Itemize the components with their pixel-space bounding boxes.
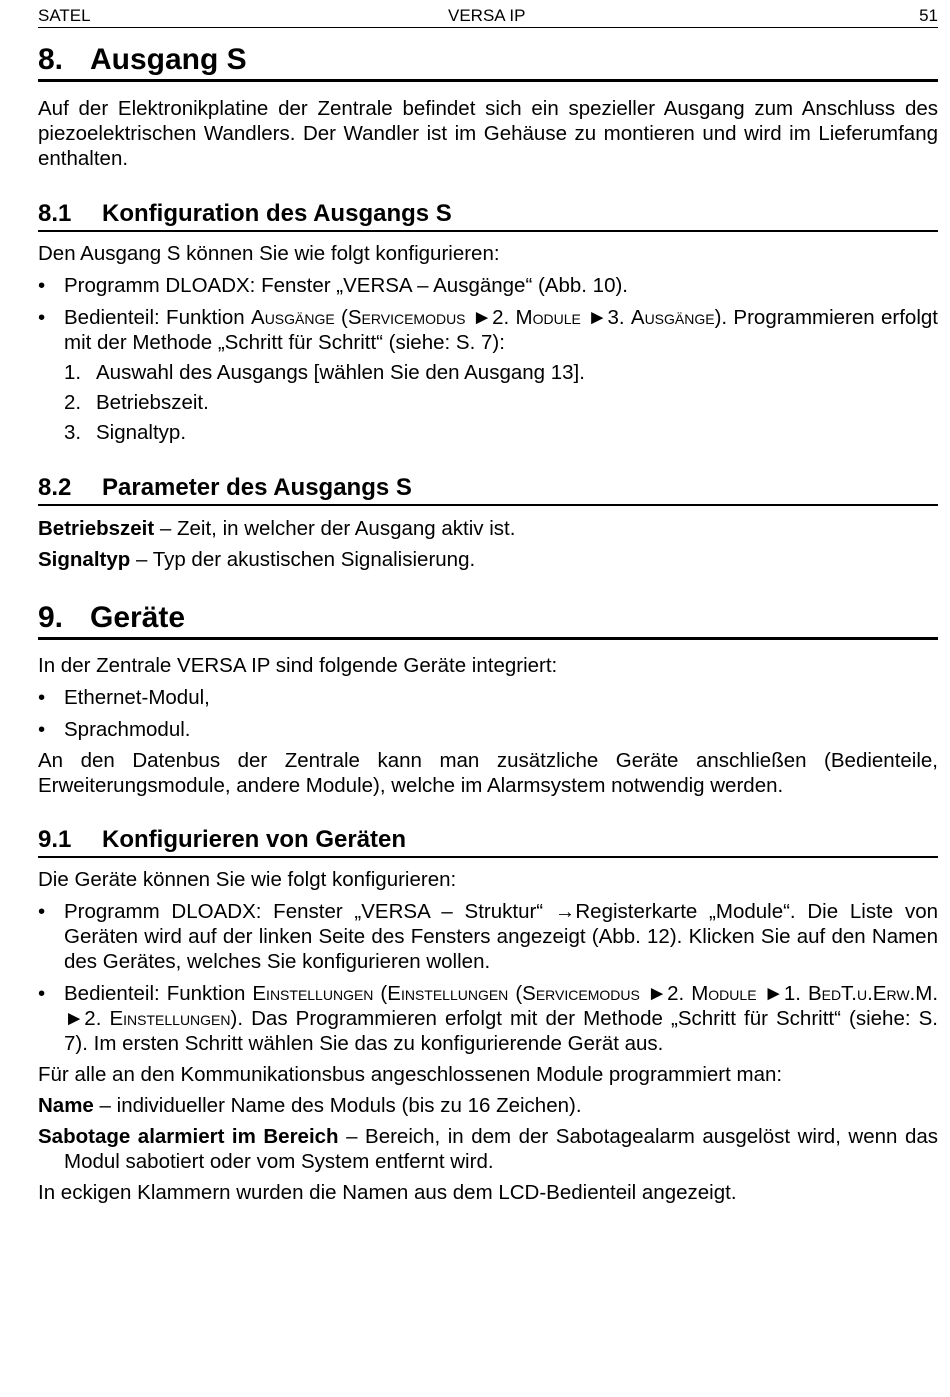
menu-name: BedT.u.Erw.M.	[807, 982, 939, 1005]
parameter-desc: – Bereich, in dem der Sabotagealarm ausgelöst wird, wenn das Modul sabotiert oder vom System entfernt wird.	[64, 1125, 938, 1173]
parameter-desc: – Typ der akustischen Signalisierung.	[130, 548, 476, 571]
section-number: 9.1	[38, 826, 72, 853]
menu-name: Ausgänge	[251, 306, 335, 329]
section-title: Geräte	[90, 601, 186, 634]
text-run: Bedienteil: Funktion	[64, 306, 252, 329]
bullet-dot: •	[38, 686, 46, 709]
menu-name: Module	[691, 982, 757, 1005]
parameter-term: Betriebszeit	[38, 517, 155, 540]
parameter-desc: – individueller Name des Moduls (bis zu 16 Zeichen).	[93, 1094, 582, 1117]
parameter-signaltyp	[38, 547, 938, 572]
list-item	[38, 899, 938, 974]
parameter-term: Name	[38, 1094, 94, 1117]
section-number: 8.2	[38, 474, 72, 501]
list-item	[38, 273, 938, 298]
step-number: 1.	[64, 361, 82, 384]
section-9-1-note: In eckigen Klammern wurden die Namen aus dem LCD-Bedienteil angezeigt.	[38, 1181, 737, 1204]
section-title: Parameter des Ausgangs S	[102, 474, 412, 501]
section-8-1-lead: Den Ausgang S können Sie wie folgt konfigurieren:	[38, 242, 500, 265]
section-8-heading	[38, 42, 938, 82]
menu-name: Ausgänge	[630, 306, 715, 329]
parameter-term: Sabotage alarmiert im Bereich	[38, 1125, 339, 1148]
section-9-1-heading	[38, 825, 938, 858]
list-item-text: Sprachmodul.	[64, 718, 191, 741]
parameter-term: Signaltyp	[38, 548, 131, 571]
numbered-step	[38, 390, 938, 415]
text-run: ►2.	[639, 982, 692, 1005]
section-9-lead: In der Zentrale VERSA IP sind folgende Geräte integriert:	[38, 654, 558, 677]
section-number: 9.	[38, 601, 64, 634]
list-item	[38, 981, 938, 1056]
text-run: ). Programmieren erfolgt mit der Methode „Schritt für Schritt“ (siehe: S. 7):	[64, 306, 938, 354]
menu-name: Einstellungen	[109, 1007, 231, 1030]
page-header	[38, 0, 938, 28]
section-number: 8.	[38, 43, 64, 76]
section-9-paragraph: An den Datenbus der Zentrale kann man zusätzliche Geräte anschließen (Bedienteile, Erweiterungsmodule, andere Module), welche im Alarmsystem notwendig werden.	[38, 749, 938, 797]
bullet-dot: •	[38, 900, 46, 923]
step-number: 2.	[64, 391, 82, 414]
list-item	[38, 685, 938, 710]
step-text: Betriebszeit.	[96, 391, 209, 414]
menu-name: Module	[515, 306, 581, 329]
bullet-dot: •	[38, 306, 46, 329]
numbered-step	[38, 420, 938, 445]
section-8-2-heading	[38, 473, 938, 506]
list-item	[38, 717, 938, 742]
header-brand: SATEL	[38, 6, 91, 25]
section-number: 8.1	[38, 200, 72, 227]
text-run: (	[334, 306, 348, 329]
bullet-dot: •	[38, 274, 46, 297]
step-text: Auswahl des Ausgangs [wählen Sie den Ausgang 13].	[96, 361, 585, 384]
section-title: Konfigurieren von Geräten	[102, 826, 407, 853]
section-9-heading	[38, 600, 938, 640]
parameter-sabotage	[38, 1124, 938, 1174]
menu-name: Servicemodus	[347, 306, 466, 329]
step-text: Signaltyp.	[96, 421, 187, 444]
text-run: ). Das Programmieren erfolgt mit der Methode „Schritt für Schritt“ (siehe: S. 7). Im ersten Schritt wählen Sie das zu konfigurierende Gerät aus.	[64, 1007, 938, 1055]
section-9-1-lead: Die Geräte können Sie wie folgt konfigurieren:	[38, 868, 457, 891]
menu-name: Einstellungen	[387, 982, 509, 1005]
header-product: VERSA IP	[448, 6, 526, 25]
text-run: ►3.	[580, 306, 631, 329]
text-run: ►2.	[465, 306, 516, 329]
menu-name: Einstellungen	[252, 982, 374, 1005]
section-title: Konfiguration des Ausgangs S	[102, 200, 452, 227]
step-number: 3.	[64, 421, 82, 444]
menu-name: Servicemodus	[522, 982, 640, 1005]
text-run: ►1.	[756, 982, 808, 1005]
list-item-text: Ethernet-Modul,	[64, 686, 210, 709]
document-page	[38, 0, 938, 1205]
section-8-intro: Auf der Elektronikplatine der Zentrale befindet sich ein spezieller Ausgang zum Anschluss des piezoelektrischen Wandlers. Der Wandler ist im Gehäuse zu montieren und wird im Lieferumfang enthalten.	[38, 97, 938, 170]
section-8-1-heading	[38, 199, 938, 232]
parameter-betriebszeit	[38, 516, 938, 541]
bullet-dot: •	[38, 718, 46, 741]
list-item	[38, 305, 938, 355]
parameter-name	[38, 1093, 938, 1118]
list-item-text: Programm DLOADX: Fenster „VERSA – Ausgänge“ (Abb. 10).	[64, 274, 628, 297]
parameter-desc: – Zeit, in welcher der Ausgang aktiv ist.	[154, 517, 516, 540]
section-title: Ausgang S	[90, 43, 247, 76]
header-page-number: 51	[919, 6, 938, 25]
text-run: (	[508, 982, 523, 1005]
text-run: (	[373, 982, 388, 1005]
list-item-text: Programm DLOADX: Fenster „VERSA – Struktur“ →Registerkarte „Module“. Die Liste von Geräten wird auf der linken Seite des Fensters angezeigt (Abb. 12). Klicken Sie auf den Namen des Gerätes, welches Sie konfigurieren wollen.	[64, 900, 938, 973]
numbered-step	[38, 360, 938, 385]
text-run: ►2.	[64, 1007, 110, 1030]
text-run: Bedienteil: Funktion	[64, 982, 253, 1005]
section-9-1-paragraph: Für alle an den Kommunikationsbus angeschlossenen Module programmiert man:	[38, 1063, 783, 1086]
bullet-dot: •	[38, 982, 46, 1005]
